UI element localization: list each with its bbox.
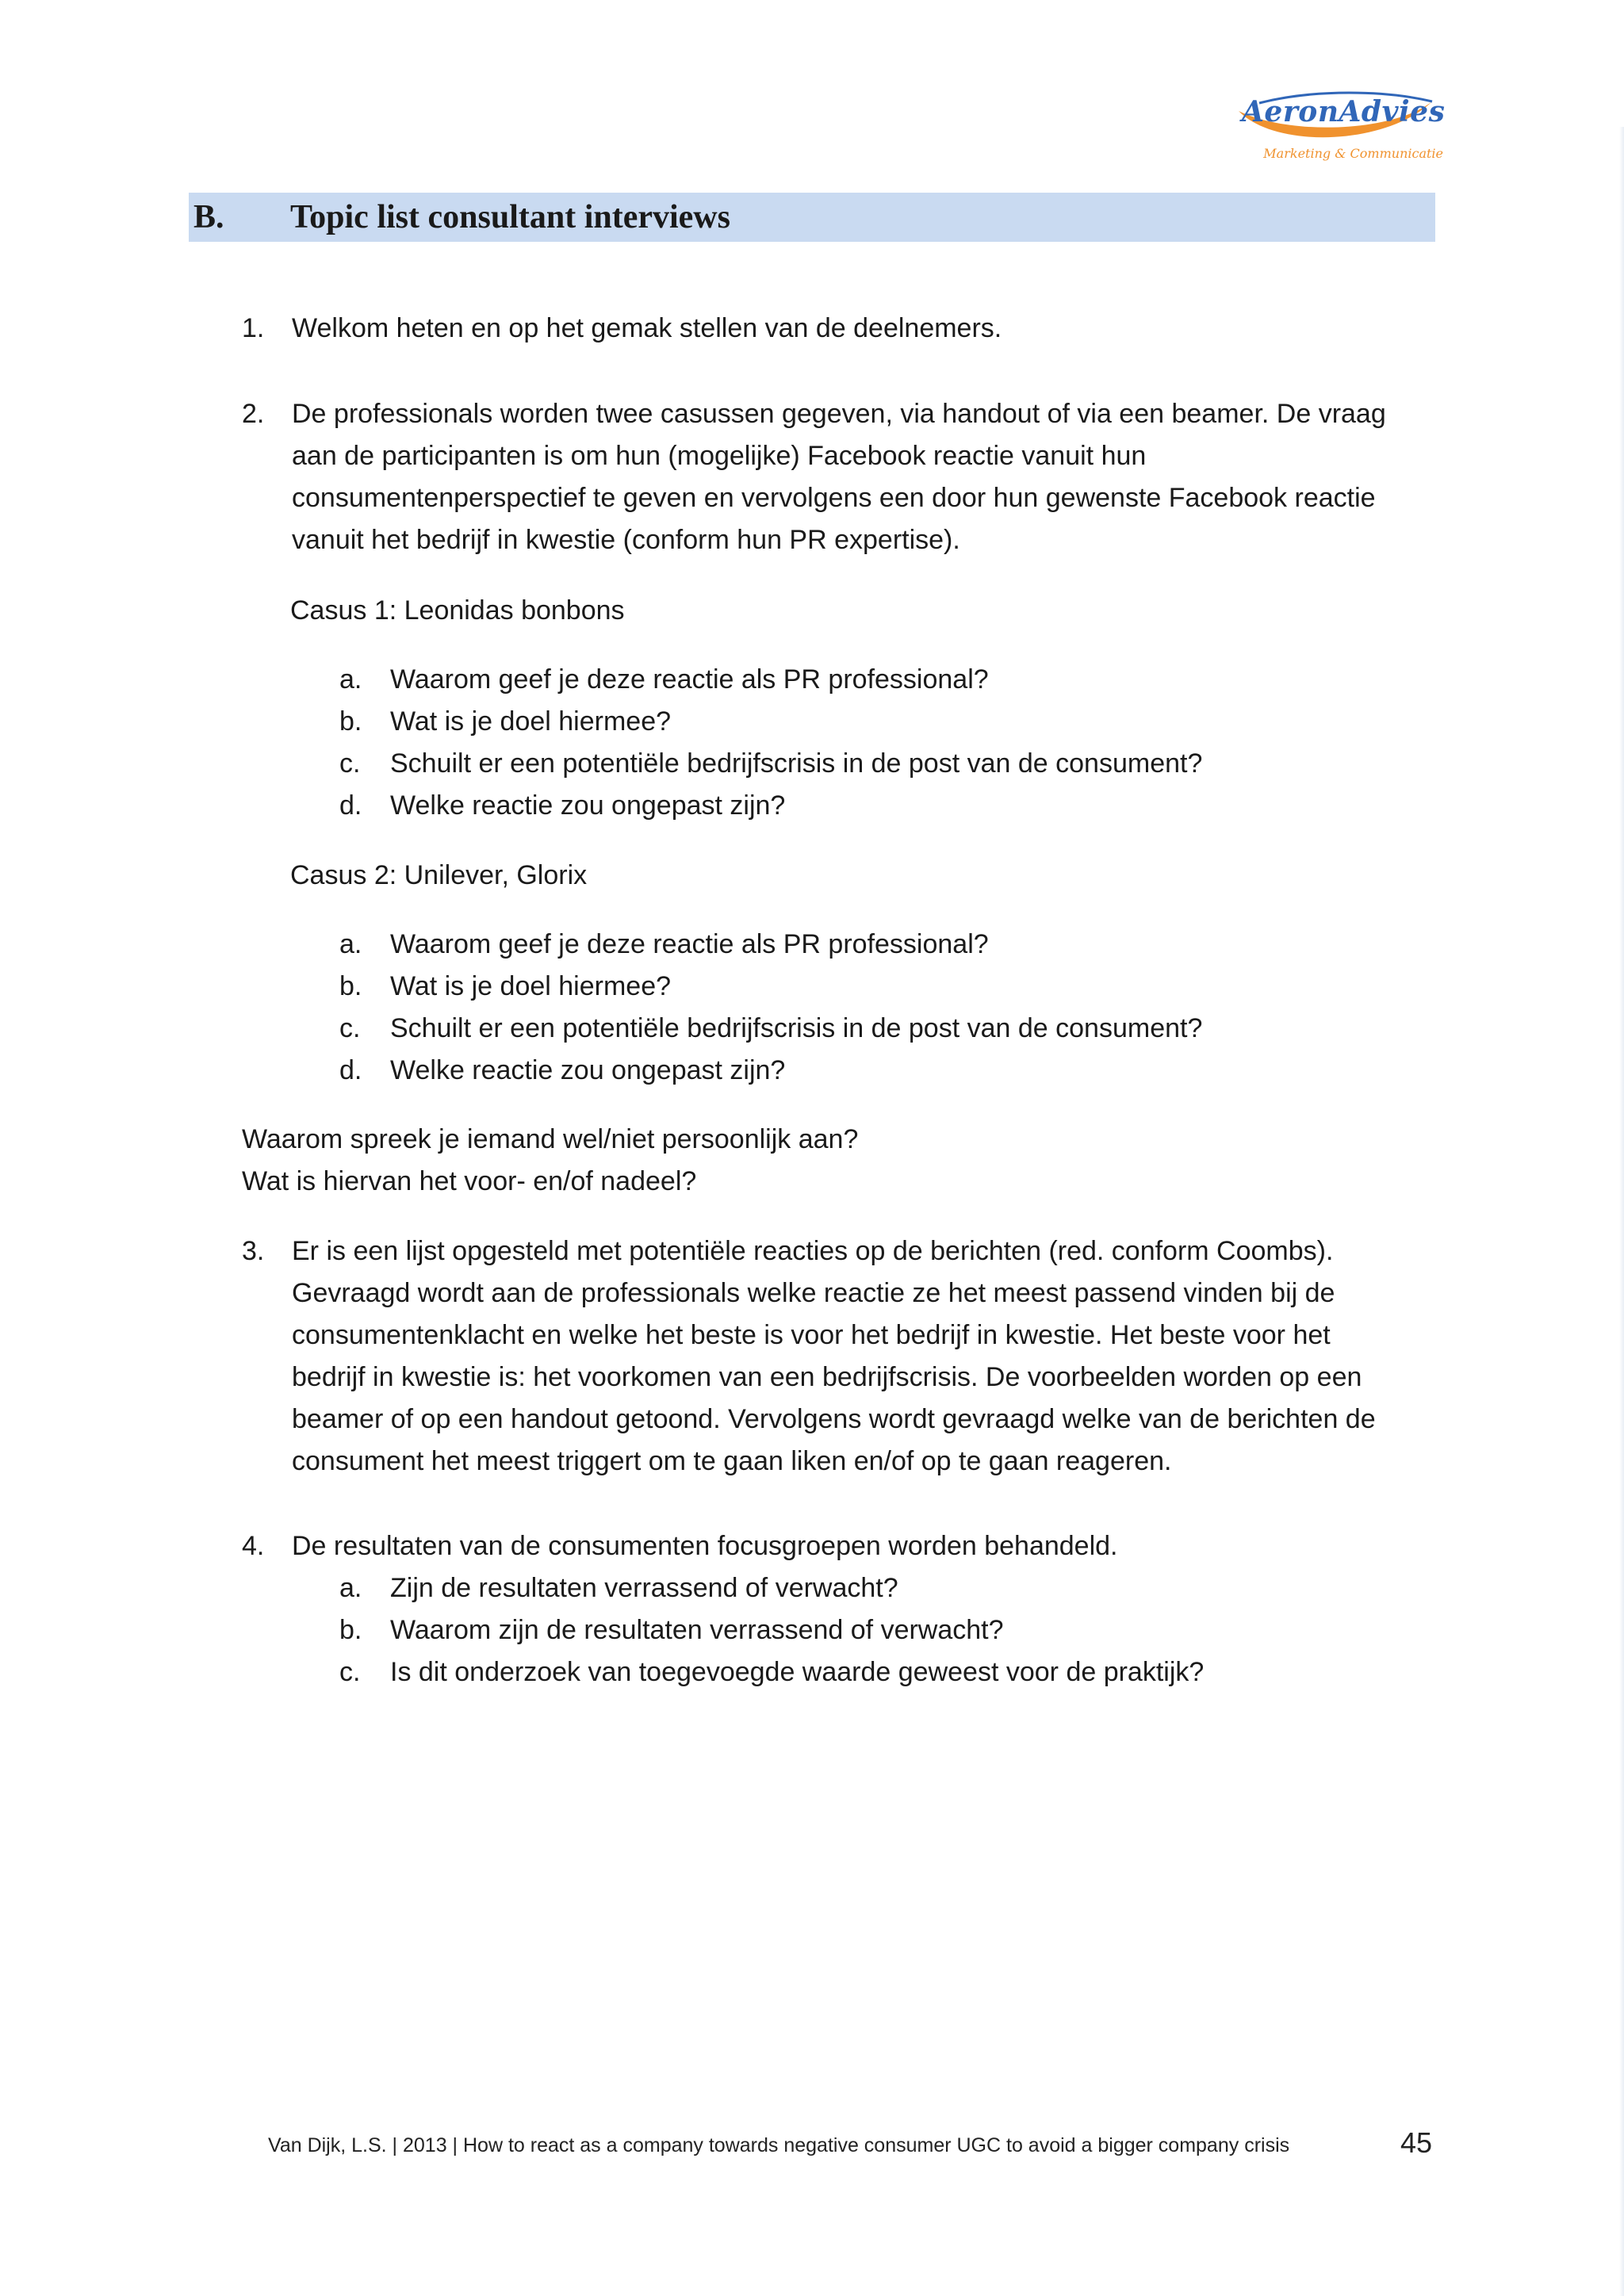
item-text-line: consumentenperspectief te geven en vervolgens een door hun gewenste Facebook reactie [292,483,1376,513]
footer-citation: Van Dijk, L.S. | 2013 | How to react as a company towards negative consumer UGC to avoid a bigger company crisis [268,2134,1290,2156]
section-letter: B. [193,199,224,235]
question-text: Schuilt er een potentiële bedrijfscrisis in de post van de consument? [390,1013,1203,1043]
item-text-line: bedrijf in kwestie is: het voorkomen van een bedrijfscrisis. De voorbeelden worden op een [292,1362,1362,1392]
item-number: 3. [242,1236,265,1266]
item-text: De resultaten van de consumenten focusgroepen worden behandeld. [292,1531,1118,1561]
question-text: Wat is je doel hiermee? [390,706,672,737]
logo [1228,87,1446,166]
question-letter: b. [339,1615,362,1645]
item-number: 1. [242,313,265,343]
question-letter: a. [339,664,362,695]
question-text: Zijn de resultaten verrassend of verwacht? [390,1573,898,1603]
question-text: Waarom geef je deze reactie als PR professional? [390,929,989,959]
item-text-line: vanuit het bedrijf in kwestie (conform hun PR expertise). [292,525,960,555]
question-letter: d. [339,1055,362,1085]
question-text: Welke reactie zou ongepast zijn? [390,1055,786,1085]
question-letter: c. [339,748,361,779]
item-number: 4. [242,1531,265,1561]
item-number: 2. [242,399,265,429]
question-letter: c. [339,1657,361,1687]
item-text-line: Gevraagd wordt aan de professionals welke reactie ze het meest passend vinden bij de [292,1278,1335,1308]
item-text-line: beamer of op een handout getoond. Vervolgens wordt gevraagd welke van de berichten de [292,1404,1376,1434]
item-text: Welkom heten en op het gemak stellen van de deelnemers. [292,313,1002,343]
casus-1-title: Casus 1: Leonidas bonbons [290,595,625,626]
item-text-line: aan de participanten is om hun (mogelijke) Facebook reactie vanuit hun [292,441,1147,471]
section-heading [189,193,1435,242]
page-number: 45 [1400,2126,1433,2159]
page-edge [1619,127,1624,2296]
question-text: Wat is je doel hiermee? [390,971,672,1001]
logo-tagline: Marketing & Communicatie [1263,146,1443,161]
question-letter: a. [339,929,362,959]
extra-question: Waarom spreek je iemand wel/niet persoonlijk aan? [242,1124,859,1154]
question-text: Waarom zijn de resultaten verrassend of verwacht? [390,1615,1004,1645]
item-text-line: De professionals worden twee casussen gegeven, via handout of via een beamer. De vraag [292,399,1386,429]
question-text: Waarom geef je deze reactie als PR professional? [390,664,989,695]
question-letter: b. [339,971,362,1001]
question-letter: c. [339,1013,361,1043]
item-text-line: Er is een lijst opgesteld met potentiële reacties op de berichten (red. conform Coombs). [292,1236,1334,1266]
question-text: Schuilt er een potentiële bedrijfscrisis in de post van de consument? [390,748,1203,779]
question-letter: d. [339,790,362,821]
casus-2-title: Casus 2: Unilever, Glorix [290,860,588,890]
question-text: Welke reactie zou ongepast zijn? [390,790,786,821]
item-text-line: consument het meest triggert om te gaan liken en/of op te gaan reageren. [292,1446,1172,1476]
section-title: Topic list consultant interviews [290,199,730,235]
question-letter: a. [339,1573,362,1603]
logo-name: AeronAdvies [1242,95,1446,128]
question-text: Is dit onderzoek van toegevoegde waarde geweest voor de praktijk? [390,1657,1205,1687]
item-text-line: consumentenklacht en welke het beste is voor het bedrijf in kwestie. Het beste voor het [292,1320,1331,1350]
extra-question: Wat is hiervan het voor- en/of nadeel? [242,1166,697,1196]
question-letter: b. [339,706,362,737]
